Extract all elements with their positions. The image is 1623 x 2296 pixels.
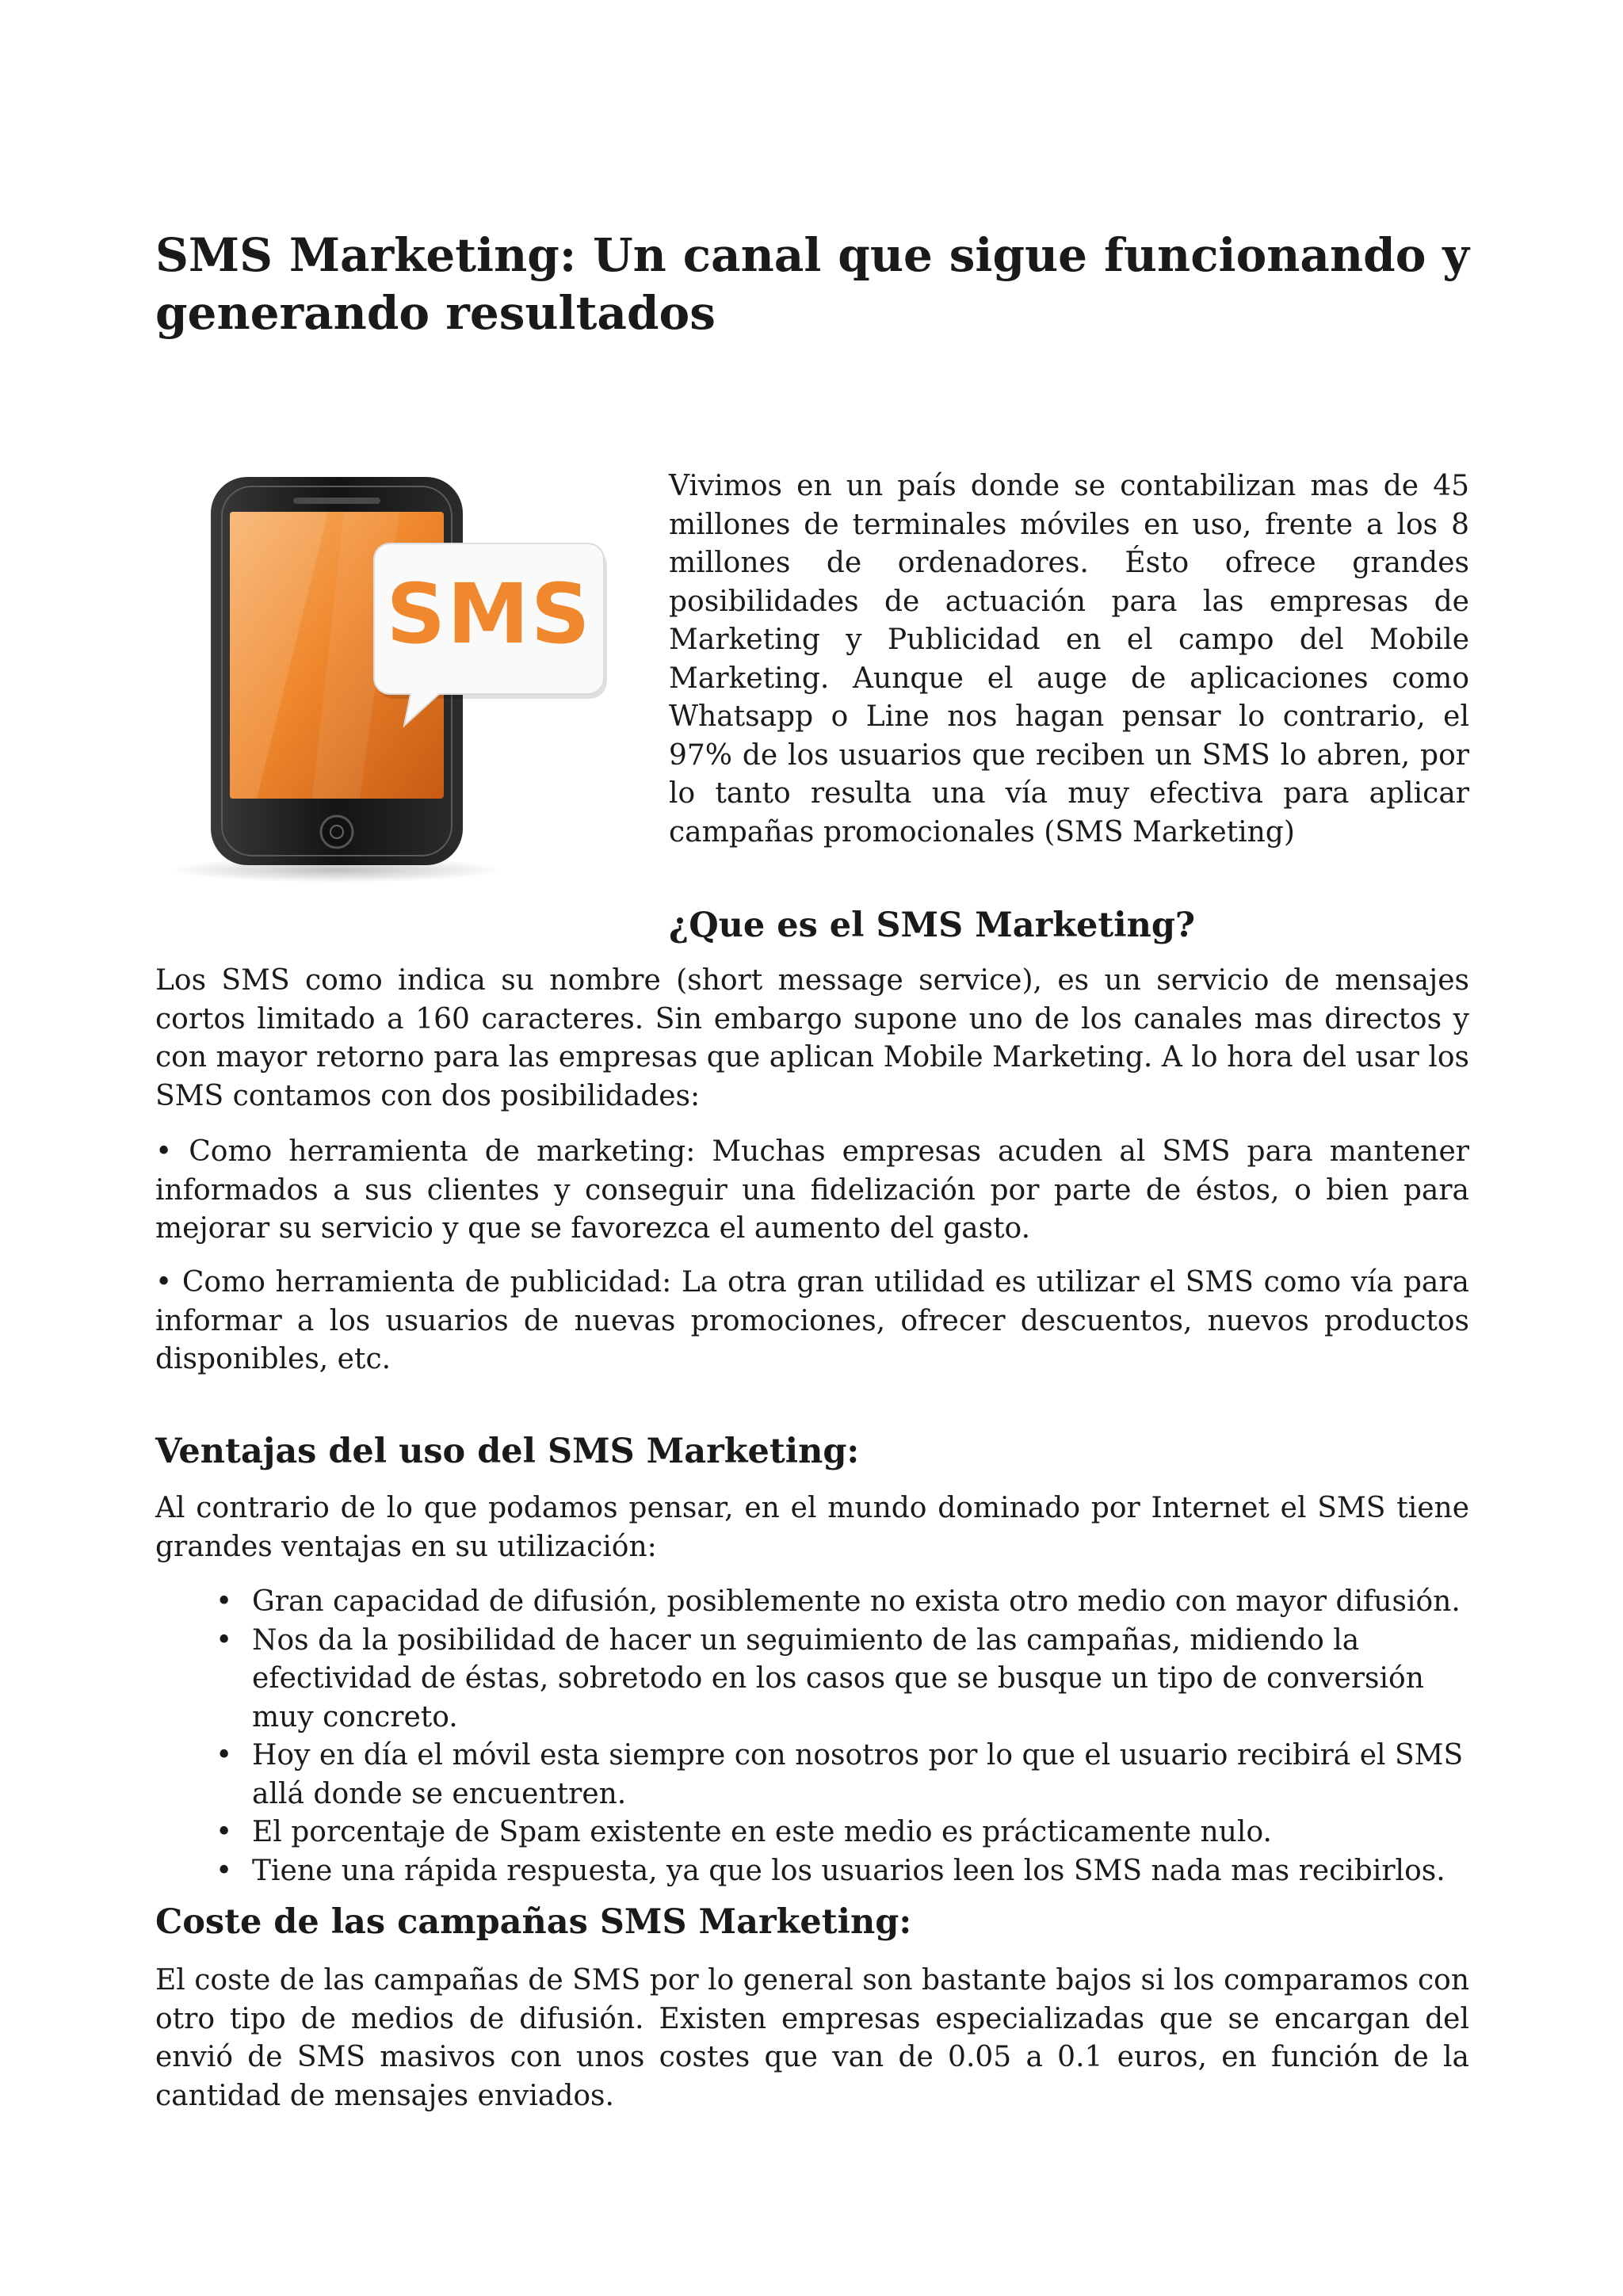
intro-paragraph: Vivimos en un país donde se contabilizan mas de 45 millones de terminales móviles en uso, frente a los 8 millones de ordenadores. Ésto ofrece grandes posibilidades de actuación para las empresas de Marketing y Publicidad en el campo del Mobile Marketing. Aunque el auge de aplicaciones como Whatsapp o Line nos hagan pensar lo contrario, el 97% de los usuarios que reciben un SMS lo abren, por lo tanto resulta una vía muy efectiva para aplicar campañas promocionales (SMS Marketing)	[669, 470, 1469, 849]
section-heading-ventajas: Ventajas del uso del SMS Marketing:	[155, 1432, 860, 1471]
section-heading-coste: Coste de las campañas SMS Marketing:	[155, 1902, 912, 1942]
publicidad-point: • Como herramienta de publicidad: La otra gran utilidad es utilizar el SMS como vía para informar a los usuarios de nuevas promociones, ofrecer descuentos, nuevos productos disponibles, etc.	[155, 1266, 1469, 1375]
list-item: • Nos da la posibilidad de hacer un seguimiento de las campañas, midiendo la efectividad de éstas, sobretodo en los casos que se busque un tipo de conversión muy concreto.	[155, 1622, 1469, 1737]
list-item: • El porcentaje de Spam existente en este medio es prácticamente nulo.	[155, 1814, 1469, 1852]
document-title: SMS Marketing: Un canal que sigue funcionando y generando resultados	[155, 228, 1469, 340]
list-item: • Tiene una rápida respuesta, ya que los usuarios leen los SMS nada mas recibirlos.	[155, 1852, 1469, 1891]
ventajas-paragraph: Al contrario de lo que podamos pensar, en el mundo dominado por Internet el SMS tiene grandes ventajas en su utilización:	[155, 1492, 1469, 1563]
que-es-paragraph: Los SMS como indica su nombre (short message service), es un servicio de mensajes cortos limitado a 160 caracteres. Sin embargo supone uno de los canales mas directos y con mayor retorno para las empresas que aplican Mobile Marketing. A lo hora del usar los SMS contamos con dos posibilidades:	[155, 964, 1469, 1112]
ventajas-list	[155, 1583, 1469, 1890]
sms-phone-illustration	[162, 467, 629, 895]
list-item: • Hoy en día el móvil esta siempre con nosotros por lo que el usuario recibirá el SMS allá donde se encuentren.	[155, 1737, 1469, 1814]
phone-icon	[162, 467, 629, 895]
marketing-point: • Como herramienta de marketing: Muchas empresas acuden al SMS para mantener informados a sus clientes y conseguir una fidelización por parte de éstos, o bien para mejorar su servicio y que se favorezca el aumento del gasto.	[155, 1135, 1469, 1245]
sms-bubble-label: SMS	[386, 566, 592, 662]
list-item: • Gran capacidad de difusión, posiblemente no exista otro medio con mayor difusión.	[155, 1583, 1469, 1622]
coste-paragraph: El coste de las campañas de SMS por lo general son bastante bajos si los comparamos con otro tipo de medios de difusión. Existen empresas especializadas que se encargan del envió de SMS masivos con unos costes que van de 0.05 a 0.1 euros, en función de la cantidad de mensajes enviados.	[155, 1964, 1469, 2112]
section-heading-que-es: ¿Que es el SMS Marketing?	[669, 906, 1196, 945]
